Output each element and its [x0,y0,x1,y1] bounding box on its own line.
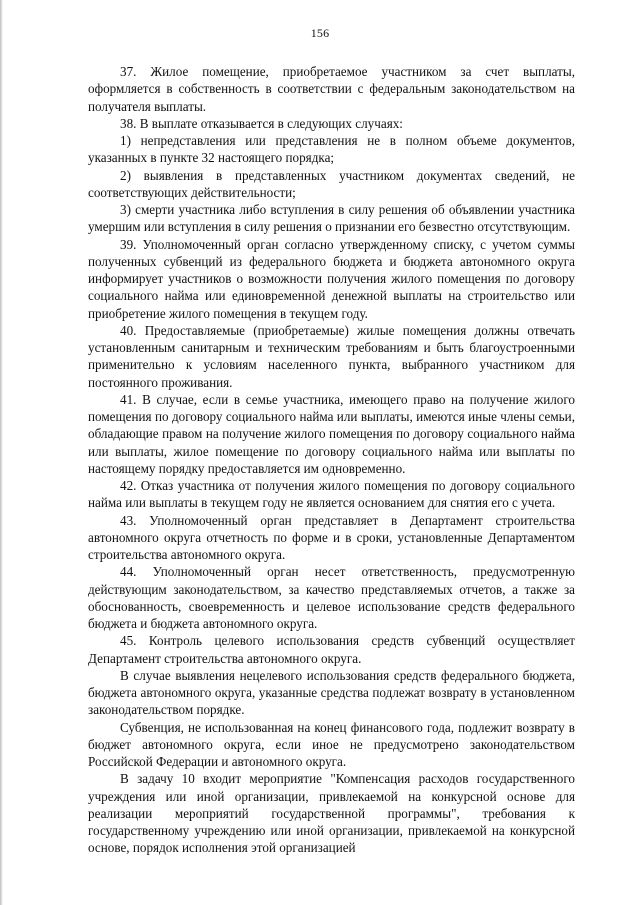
paragraph-45-unused-subvention: Субвенция, не использованная на конец финансового года, подлежит возврату в бюджет автономного округа, если иное не предусмотрено законодательством Российской Федерации и автономного округа. [88,719,575,769]
paragraph-39: 39. Уполномоченный орган согласно утвержденному списку, с учетом суммы полученных субвенций из федерального бюджета и бюджета автономного округа информирует участников о возможности получения жилого помещения по договору социального найма или единовременной денежной выплаты на строительство или приобретение жилого помещения в текущем году. [88,236,575,321]
page-number: 156 [310,26,330,40]
paragraph-38: 38. В выплате отказывается в следующих случаях: [120,115,403,131]
paragraph-38-item-3: 3) смерти участника либо вступления в силу решения об объявлении участника умершим или вступления в силу решения о признании его безвестно отсутствующим. [88,202,575,235]
paragraph-41: 41. В случае, если в семье участника, имеющего право на получение жилого помещения по договору социального найма или выплаты, имеются иные члены семьи, обладающие правом на получение жилого помещения по договору социального найма или выплаты, жилое помещение по договору социального найма или выплаты по настоящему порядку предоставляется им одновременно. [88,391,575,476]
paragraph-task-10: В задачу 10 входит мероприятие "Компенсация расходов государственного учреждения или иной организации, привлекаемой на конкурсной основе для реализации мероприятий государственной программы", требования к государственному учреждению или иной организации, привлекаемой на конкурсной основе, порядок исполнения этой организацией [88,771,575,856]
paragraph-37: 37. Жилое помещение, приобретаемое участником за счет выплаты, оформляется в собственность в соответствии с федеральным законодательством на получателя выплаты. [88,64,575,114]
paragraph-44: 44. Уполномоченный орган несет ответственность, предусмотренную действующим законодательством, за качество представляемых отчетов, а также за обоснованность, своевременность и целевое использование средств федерального бюджета и бюджета автономного округа. [88,564,575,631]
paragraph-45: 45. Контроль целевого использования средств субвенций осуществляет Департамент строительства автономного округа. [88,633,575,666]
paragraph-40: 40. Предоставляемые (приобретаемые) жилые помещения должны отвечать установленным санитарным и техническим требованиям и быть благоустроенными применительно к условиям населенного пункта, выбранного участником для постоянного проживания. [88,322,575,390]
paragraph-43: 43. Уполномоченный орган представляет в Департамент строительства автономного округа отчетность по форме и в сроки, установленные Департаментом строительства автономного округа. [88,512,575,562]
document-body [88,63,575,857]
paragraph-38-item-2: 2) выявления в представленных участником документах сведений, не соответствующих действительности; [88,167,575,200]
scan-edge [0,0,3,905]
paragraph-45-misuse: В случае выявления нецелевого использования средств федерального бюджета, бюджета автономного округа, указанные средства подлежат возврату в установленном законодательством порядке. [88,667,575,718]
paragraph-42: 42. Отказ участника от получения жилого помещения по договору социального найма или выплаты в текущем году не является основанием для снятия его с учета. [88,478,575,511]
paragraph-38-item-1: 1) непредставления или представления не в полном объеме документов, указанных в пункте 32 настоящего порядка; [88,133,575,166]
